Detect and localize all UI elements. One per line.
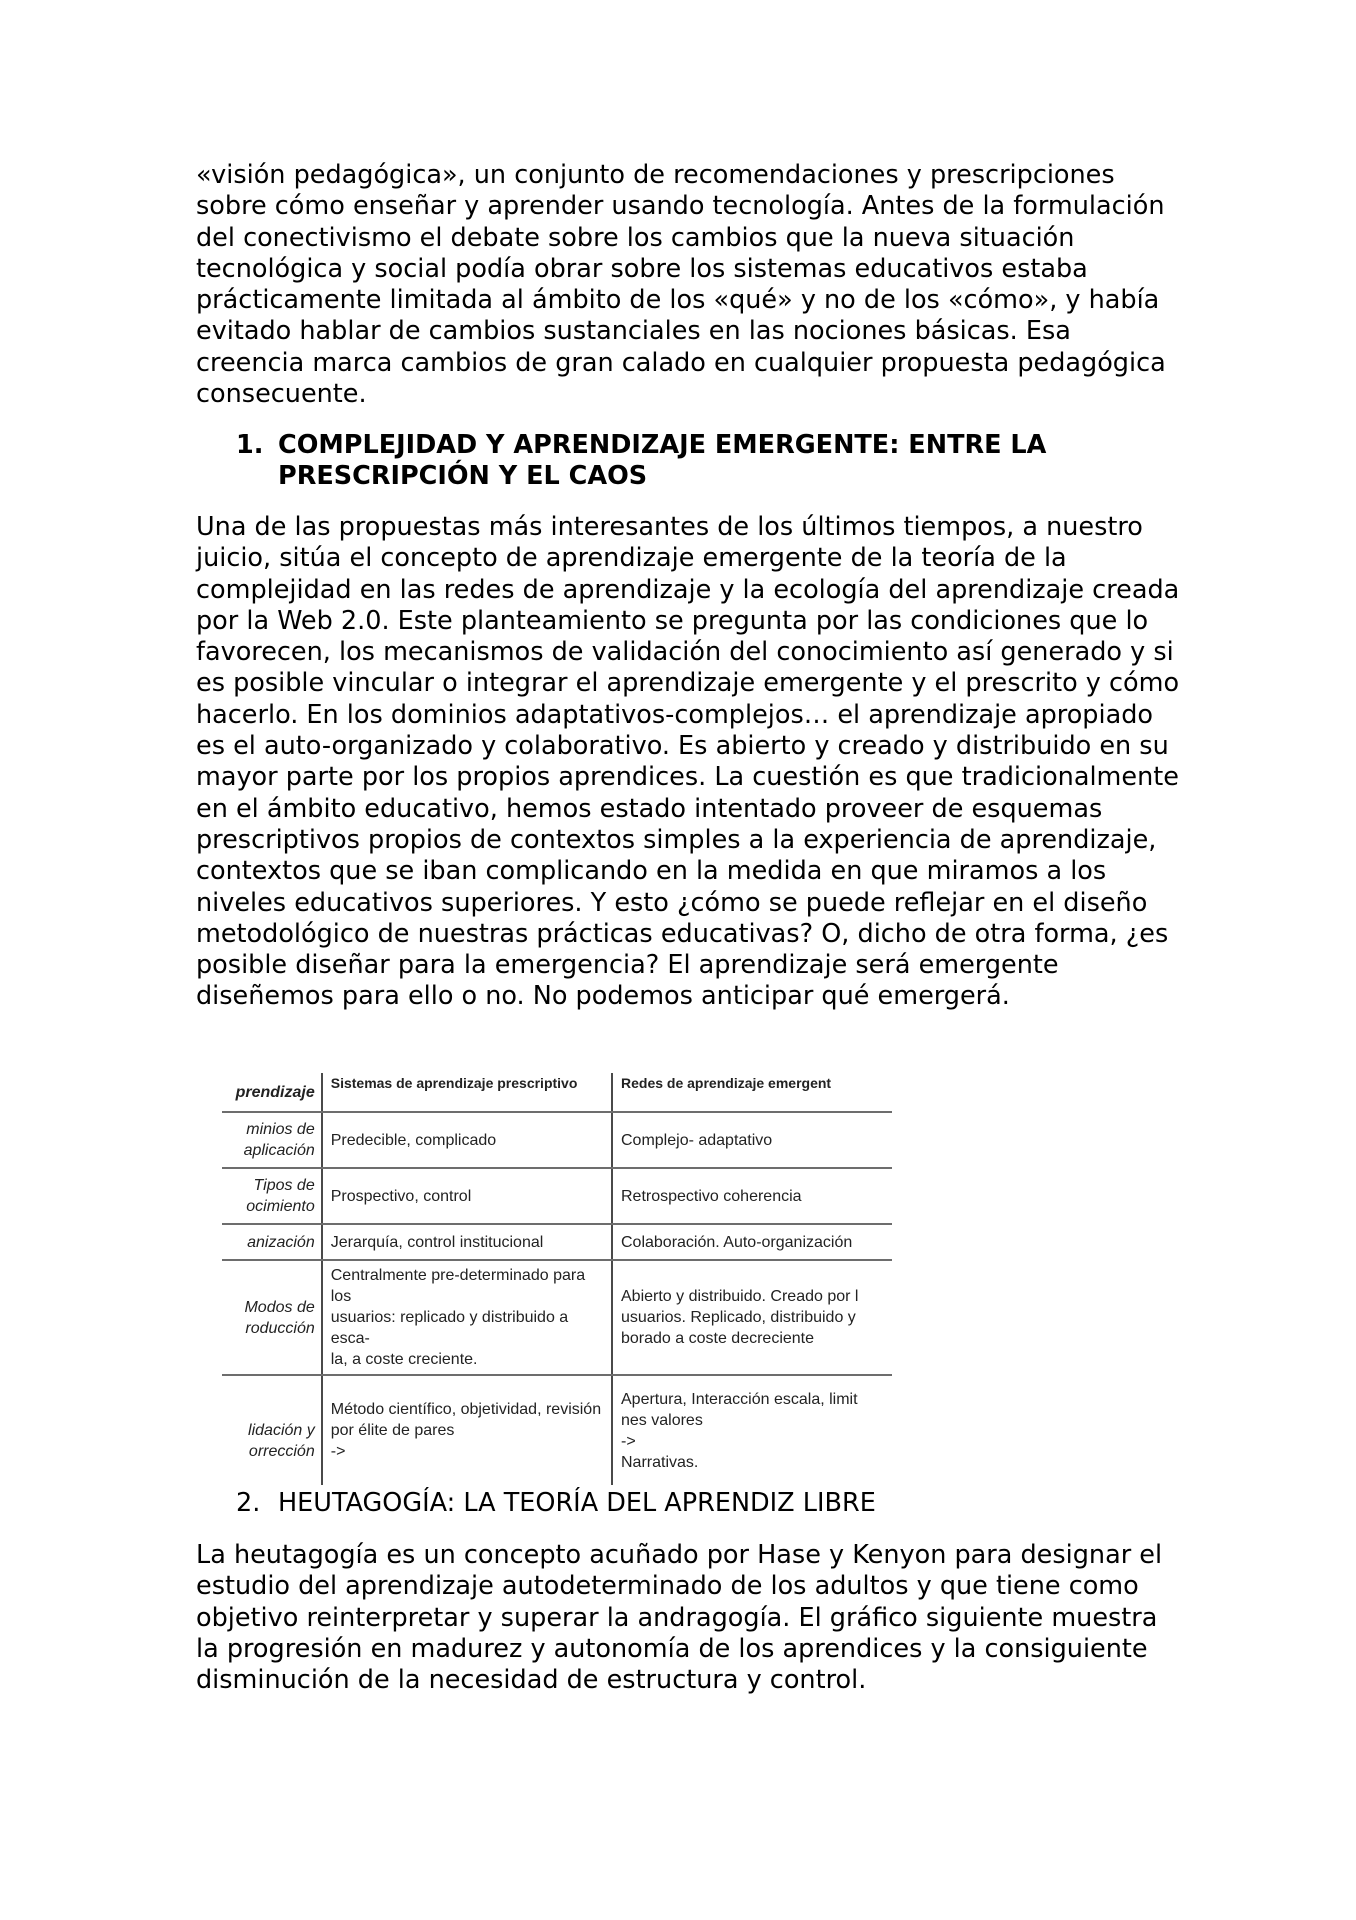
text-line: prescriptivos propios de contextos simples a la experiencia de aprendizaje, (196, 824, 1157, 855)
paragraph-heutagogy (196, 1540, 1186, 1696)
table-cell: Método científico, objetividad, revisión por élite de pares -> (322, 1375, 612, 1485)
text-line: hacerlo. En los dominios adaptativos-complejos… el aprendizaje apropiado (196, 699, 1153, 730)
text-line: evitado hablar de cambios sustanciales en las nociones básicas. Esa (196, 316, 1071, 347)
text-line: es posible vincular o integrar el aprendizaje emergente y el prescrito y cómo (196, 668, 1180, 699)
text-line: creencia marca cambios de gran calado en cualquier propuesta pedagógica (196, 347, 1166, 378)
text-line: objetivo reinterpretar y superar la andragogía. El gráfico siguiente muestra (196, 1602, 1158, 1633)
text-line: niveles educativos superiores. Y esto ¿cómo se puede reflejar en el diseño (196, 887, 1148, 918)
text-line: juicio, sitúa el concepto de aprendizaje emergente de la teoría de la (196, 543, 1067, 574)
table-cell: Jerarquía, control institucional (322, 1224, 612, 1260)
text-line: estudio del aprendizaje autodeterminado de los adultos y que tiene como (196, 1571, 1139, 1602)
heading-text: PRESCRIPCIÓN Y EL CAOS (278, 461, 648, 491)
heading-text: HEUTAGOGÍA: LA TEORÍA DEL APRENDIZ LIBRE (278, 1488, 876, 1518)
text-line: sobre cómo enseñar y aprender usando tecnología. Antes de la formulación (196, 191, 1165, 222)
text-line: en el ámbito educativo, hemos estado intentado proveer de esquemas (196, 793, 1103, 824)
heading-number: 2. (236, 1488, 261, 1518)
text-line: Una de las propuestas más interesantes de los últimos tiempos, a nuestro (196, 512, 1143, 542)
text-line: contextos que se iban complicando en la medida en que miramos a los (196, 856, 1107, 887)
row-label: prendizaje (222, 1073, 322, 1112)
text-line: «visión pedagógica», un conjunto de recomendaciones y prescripciones (196, 160, 1115, 190)
text-line: del conectivismo el debate sobre los cambios que la nueva situación (196, 222, 1075, 253)
text-line: es el auto-organizado y colaborativo. Es abierto y creado y distribuido en su (196, 731, 1169, 762)
row-label: Modos de roducción (222, 1260, 322, 1375)
table-cell: Abierto y distribuido. Creado por l usuarios. Replicado, distribuido y borado a coste decreciente (612, 1260, 892, 1375)
table-cell: Colaboración. Auto-organización (612, 1224, 892, 1260)
text-line: la progresión en madurez y autonomía de los aprendices y la consiguiente (196, 1633, 1148, 1664)
comparison-table-image (235, 1075, 932, 1471)
table-cell: Complejo- adaptativo (612, 1112, 892, 1168)
text-line: complejidad en las redes de aprendizaje y la ecología del aprendizaje creada (196, 574, 1180, 605)
text-line: mayor parte por los propios aprendices. La cuestión es que tradicionalmente (196, 762, 1179, 793)
text-line: disminución de la necesidad de estructura y control. (196, 1665, 867, 1696)
column-header: Sistemas de aprendizaje prescriptivo (322, 1073, 612, 1112)
text-line: posible diseñar para la emergencia? El aprendizaje será emergente (196, 950, 1059, 981)
text-line: diseñemos para ello o no. No podemos anticipar qué emergerá. (196, 981, 1010, 1012)
text-line: consecuente. (196, 379, 367, 410)
table-row (222, 1224, 892, 1260)
text-line: metodológico de nuestras prácticas educativas? O, dicho de otra forma, ¿es (196, 918, 1169, 949)
table-cell: Retrospectivo coherencia (612, 1168, 892, 1224)
paragraph-intro (196, 160, 1186, 410)
heading-number: 1. (236, 430, 264, 460)
table-header-row (222, 1073, 892, 1112)
table-cell: Prospectivo, control (322, 1168, 612, 1224)
table-row (222, 1375, 892, 1485)
row-label: minios de aplicación (222, 1112, 322, 1168)
row-label: Tipos de ocimiento (222, 1168, 322, 1224)
table-cell: Predecible, complicado (322, 1112, 612, 1168)
text-line: por la Web 2.0. Este planteamiento se pregunta por las condiciones que lo (196, 605, 1149, 636)
row-label: lidación y orrección (222, 1375, 322, 1485)
paragraph-complexity (196, 512, 1186, 1013)
text-line: prácticamente limitada al ámbito de los «qué» y no de los «cómo», y había (196, 285, 1160, 316)
text-line: favorecen, los mecanismos de validación del conocimiento así generado y si (196, 637, 1174, 668)
text-line: tecnológica y social podía obrar sobre los sistemas educativos estaba (196, 253, 1088, 284)
row-label: anización (222, 1224, 322, 1260)
text-line: La heutagogía es un concepto acuñado por Hase y Kenyon para designar el (196, 1540, 1163, 1570)
heading-text: COMPLEJIDAD Y APRENDIZAJE EMERGENTE: ENTRE LA (278, 430, 1047, 460)
column-header: Redes de aprendizaje emergent (612, 1073, 892, 1112)
table-row (222, 1112, 892, 1168)
table-row (222, 1260, 892, 1375)
comparison-table (222, 1073, 892, 1485)
table-row (222, 1168, 892, 1224)
table-cell: Centralmente pre-determinado para los usuarios: replicado y distribuido a esca- la, a coste creciente. (322, 1260, 612, 1375)
table-cell: Apertura, Interacción escala, limit nes valores -> Narrativas. (621, 1390, 858, 1471)
